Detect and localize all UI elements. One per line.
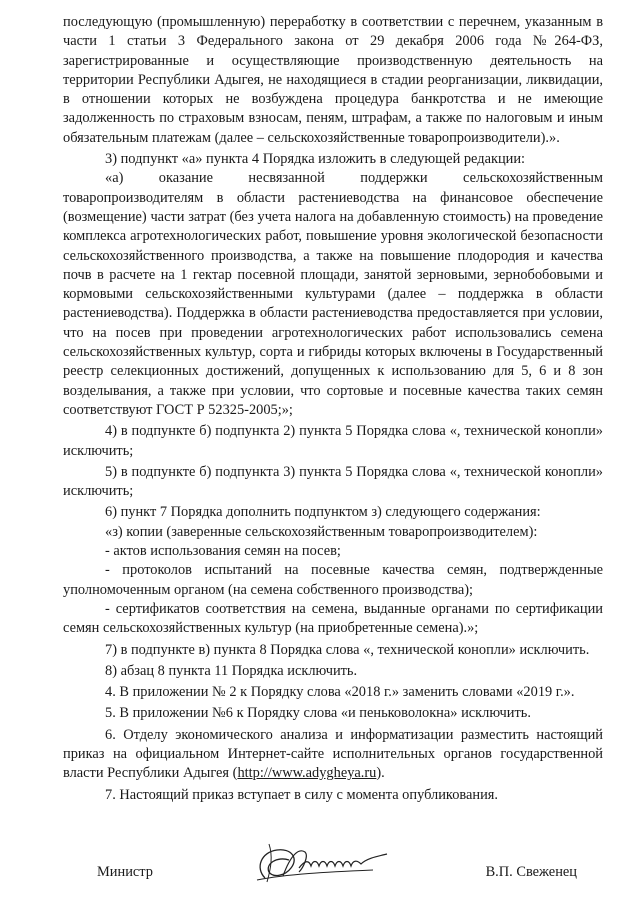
paragraph-item-5: 5) в подпункте б) подпункта 3) пункта 5 Порядка слова «, технической конопли» исключить;	[63, 463, 603, 500]
paragraph-item-7: 7) в подпункте в) пункта 8 Порядка слова «, технической конопли» исключить.	[105, 641, 590, 658]
paragraph-item-6z: «з) копии (заверенные сельскохозяйственным товаропроизводителем):	[105, 523, 538, 540]
handwritten-signature	[247, 838, 397, 886]
paragraph-item-8: 8) абзац 8 пункта 11 Порядка исключить.	[105, 662, 358, 679]
paragraph-section-5: 5. В приложении №6 к Порядку слова «и пеньковолокна» исключить.	[105, 705, 531, 722]
section-6-text-before: 6. Отделу экономического анализа и информатизации разместить настоящий приказ на официальном Интернет-сайте исполнительных органов государственной власти Республики Адыгея (	[63, 726, 603, 782]
paragraph-item-6: 6) пункт 7 Порядка дополнить подпунктом з) следующего содержания:	[105, 504, 541, 521]
paragraph-item-4: 4) в подпункте б) подпункта 2) пункта 5 Порядка слова «, технической конопли» исключить;	[63, 423, 603, 459]
paragraph-section-4: 4. В приложении № 2 к Порядку слова «2018 г.» заменить словами «2019 г.».	[105, 684, 575, 701]
signatory-title: Министр	[97, 864, 153, 880]
document-body	[63, 13, 603, 805]
paragraph-item-3a: «а) оказание несвязанной поддержки сельскохозяйственным товаропроизводителям в области растениеводства на финансовое обеспечение (возмещение) части затрат (без учета налога на добавленную стоимость) на проведение комплекса агротехнологических работ, повышение уровня экологической безопасности сельскохозяйственного производства, а также на повышение плодородия и качества почв в расчете на 1 гектар посевной площади, занятой зерновыми, зернобобовыми и кормовыми сельскохозяйственными культурами (далее – поддержка в области растениеводства). Поддержка в области растениеводства предоставляется при условии, что на посев при проведении агротехнологических работ использовались семена сельскохозяйственных культур, сорта и гибриды которых включены в Государственный реестр селекционных достижений, допущенных к использованию для 5, 6 и 8 зон возделывания, а также при условии, что сортовые и посевные качества таких семян соответствуют ГОСТ Р 52325-2005;»;	[63, 170, 603, 418]
paragraph-section-6	[63, 726, 603, 784]
signature-block	[97, 860, 577, 890]
signatory-name: В.П. Свеженец	[485, 864, 577, 880]
paragraph-bullet-certificates: - сертификатов соответствия на семена, выданные органами по сертификации семян сельскохозяйственных культур (на приобретенные семена).»;	[63, 600, 603, 637]
section-6-text-after: ).	[376, 765, 385, 782]
paragraph-bullet-acts: - актов использования семян на посев;	[105, 543, 341, 560]
website-link[interactable]: http://www.adygheya.ru	[237, 765, 377, 782]
paragraph-item-3: 3) подпункт «а» пункта 4 Порядка изложить в следующей редакции:	[105, 151, 526, 168]
paragraph-continuation: последующую (промышленную) переработку в соответствии с перечнем, указанным в части 1 статьи 3 Федерального закона от 29 декабря 2006 года №264-ФЗ, зарегистрированные и осуществляющие производственную деятельность на территории Республики Адыгея, не находящиеся в стадии реорганизации, ликвидации, в отношении которых не возбуждена процедура банкротства и не имеющие задолженность по страховым взносам, пеням, штрафам, а также по налоговым и иным обязательным платежам (далее – сельскохозяйственные товаропроизводители).».	[63, 14, 603, 146]
paragraph-bullet-protocols: - протоколов испытаний на посевные качества семян, подтвержденные уполномоченным органом (на семена собственного производства);	[63, 562, 603, 598]
paragraph-section-7: 7. Настоящий приказ вступает в силу с момента опубликования.	[105, 786, 499, 803]
